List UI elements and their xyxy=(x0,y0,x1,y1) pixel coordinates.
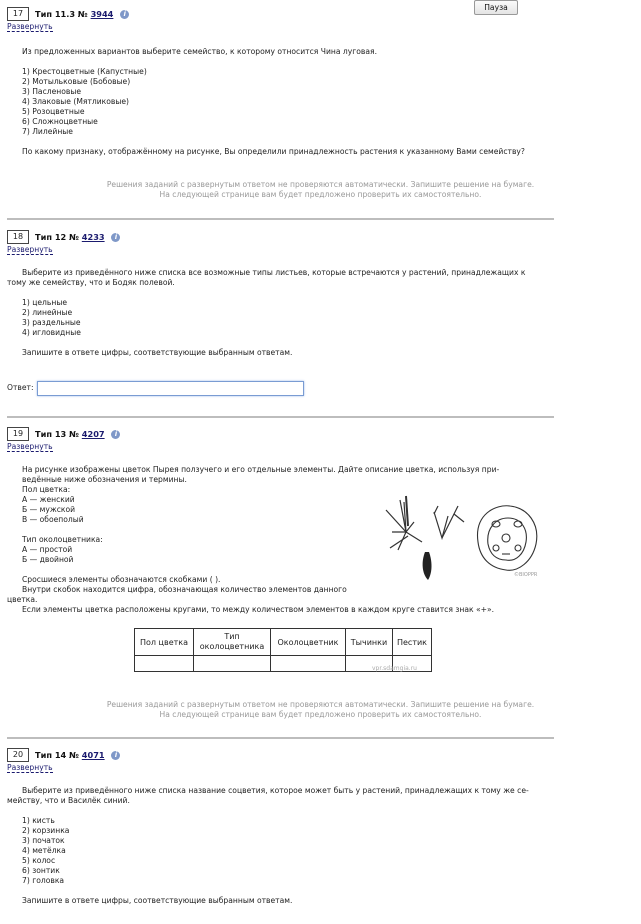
option: 2) Мотыльковые (Бобовые) xyxy=(22,77,131,86)
option: 3) початок xyxy=(22,836,65,845)
task-17-question: По какому признаку, отображённому на рисунке, Вы определили принадлежность растения к указанному Вами семейству? xyxy=(22,147,525,156)
option: 6) Сложноцветные xyxy=(22,117,98,126)
term-line: Сросшиеся элементы обозначаются скобками ( ). xyxy=(22,575,221,584)
task-19-intro-line1: На рисунке изображены цветок Пырея ползучего и его отдельные элементы. Дайте описание цветка, используя при- xyxy=(22,465,500,474)
option: 1) Крестоцветные (Капустные) xyxy=(22,67,147,76)
task-19-bracket-line2: цветка. xyxy=(7,595,38,604)
expand-link[interactable]: Развернуть xyxy=(7,22,53,31)
separator xyxy=(7,218,554,220)
manual-note-line1: Решения заданий с развернутым ответом не проверяются автоматически. Запишите решение на бумаге. xyxy=(106,700,535,709)
term-line xyxy=(22,565,220,575)
table-header-sex: Пол цветка xyxy=(135,629,194,656)
term-line: Тип околоцветника: xyxy=(22,535,103,544)
option: 7) головка xyxy=(22,876,65,885)
option: 1) цельные xyxy=(22,298,68,307)
site-watermark: vpr.sdamgia.ru xyxy=(372,665,417,672)
option: 3) Пасленовые xyxy=(22,87,82,96)
option: 2) линейные xyxy=(22,308,73,317)
option: 4) Злаковые (Мятликовые) xyxy=(22,97,130,106)
task-17-intro: Из предложенных вариантов выберите семейство, к которому относится Чина луговая. xyxy=(22,47,378,56)
flower-sketch xyxy=(386,496,422,550)
task-20-header xyxy=(35,750,120,760)
term-line: Пол цветка: xyxy=(22,485,71,494)
flower-illustration xyxy=(378,492,548,580)
option: 7) Лилейные xyxy=(22,127,73,136)
option: 5) колос xyxy=(22,856,56,865)
task-19-terms xyxy=(22,485,220,585)
flower-diagram xyxy=(478,506,537,570)
task-19-header xyxy=(35,429,120,439)
info-icon[interactable]: i xyxy=(120,10,129,19)
table-cell[interactable] xyxy=(271,656,346,672)
term-line: В — обоеполый xyxy=(22,515,84,524)
task-18-options xyxy=(22,298,81,338)
task-20-intro-line2: мейству, что и Василёк синий. xyxy=(7,796,130,805)
table-cell[interactable] xyxy=(135,656,194,672)
task-18-intro-line2: тому же семейству, что и Бодяк полевой. xyxy=(7,278,175,287)
task-19-circle-rule: Если элементы цветка расположены кругами, то между количеством элементов в каждом круге ставится знак «+». xyxy=(22,605,495,614)
term-line: Б — двойной xyxy=(22,555,74,564)
expand-link[interactable]: Развернуть xyxy=(7,442,53,451)
table-header-pistil: Пестик xyxy=(393,629,432,656)
task-19-bracket-line1: Внутри скобок находится цифра, обозначающая количество элементов данного xyxy=(22,585,347,594)
task-20-options xyxy=(22,816,69,886)
task-17-header xyxy=(35,9,129,19)
answer-label: Ответ: xyxy=(7,383,34,392)
term-line: Б — мужской xyxy=(22,505,76,514)
task-id-link[interactable]: 3944 xyxy=(90,9,114,19)
task-number-20: 20 xyxy=(7,748,29,762)
task-number-18: 18 xyxy=(7,230,29,244)
answer-input[interactable] xyxy=(37,381,304,396)
task-type: Тип 12 № xyxy=(35,232,79,242)
pause-button[interactable]: Пауза xyxy=(474,0,518,15)
task-type: Тип 13 № xyxy=(35,429,79,439)
option: 5) Розоцветные xyxy=(22,107,85,116)
manual-note-line2: На следующей странице вам будет предложено проверить их самостоятельно. xyxy=(159,710,482,719)
task-19-intro-line2: ведённые ниже обозначения и термины. xyxy=(22,475,187,484)
task-20-instruction: Запишите в ответе цифры, соответствующие выбранным ответам. xyxy=(22,896,293,905)
task-number-17: 17 xyxy=(7,7,29,21)
task-18-instruction: Запишите в ответе цифры, соответствующие выбранным ответам. xyxy=(22,348,293,357)
stamens-sketch xyxy=(434,506,464,538)
task-id-link[interactable]: 4207 xyxy=(81,429,105,439)
table-header-stamens: Тычинки xyxy=(346,629,393,656)
manual-note-line1: Решения заданий с развернутым ответом не проверяются автоматически. Запишите решение на бумаге. xyxy=(106,180,535,189)
info-icon[interactable]: i xyxy=(111,233,120,242)
option: 6) зонтик xyxy=(22,866,60,875)
task-20-intro-line1: Выберите из приведённого ниже списка название соцветия, которое может быть у растений, принадлежащих к тому же се- xyxy=(22,786,529,795)
info-icon[interactable]: i xyxy=(111,430,120,439)
option: 3) раздельные xyxy=(22,318,81,327)
option: 1) кисть xyxy=(22,816,55,825)
option: 4) игловидные xyxy=(22,328,81,337)
pistil-sketch xyxy=(423,552,432,580)
task-18-intro-line1: Выберите из приведённого ниже списка все возможные типы листьев, которые встречаются у растений, принадлежащих к xyxy=(22,268,526,277)
task-id-link[interactable]: 4233 xyxy=(81,232,105,242)
image-watermark: ©BIOPPR xyxy=(514,572,538,578)
table-header-perianth: Околоцветник xyxy=(271,629,346,656)
separator xyxy=(7,737,554,739)
separator xyxy=(7,416,554,418)
task-id-link[interactable]: 4071 xyxy=(81,750,105,760)
term-line: А — женский xyxy=(22,495,75,504)
manual-note-line2: На следующей странице вам будет предложено проверить их самостоятельно. xyxy=(159,190,482,199)
task-type: Тип 11.3 № xyxy=(35,9,88,19)
table-header-perianth-type: Тип околоцветника xyxy=(194,629,271,656)
option: 2) корзинка xyxy=(22,826,70,835)
task-17-options xyxy=(22,67,147,137)
expand-link[interactable]: Развернуть xyxy=(7,245,53,254)
info-icon[interactable]: i xyxy=(111,751,120,760)
term-line xyxy=(22,525,220,535)
task-number-19: 19 xyxy=(7,427,29,441)
table-cell[interactable] xyxy=(194,656,271,672)
term-line: А — простой xyxy=(22,545,73,554)
option: 4) метёлка xyxy=(22,846,66,855)
task-18-header xyxy=(35,232,120,242)
expand-link[interactable]: Развернуть xyxy=(7,763,53,772)
task-type: Тип 14 № xyxy=(35,750,79,760)
